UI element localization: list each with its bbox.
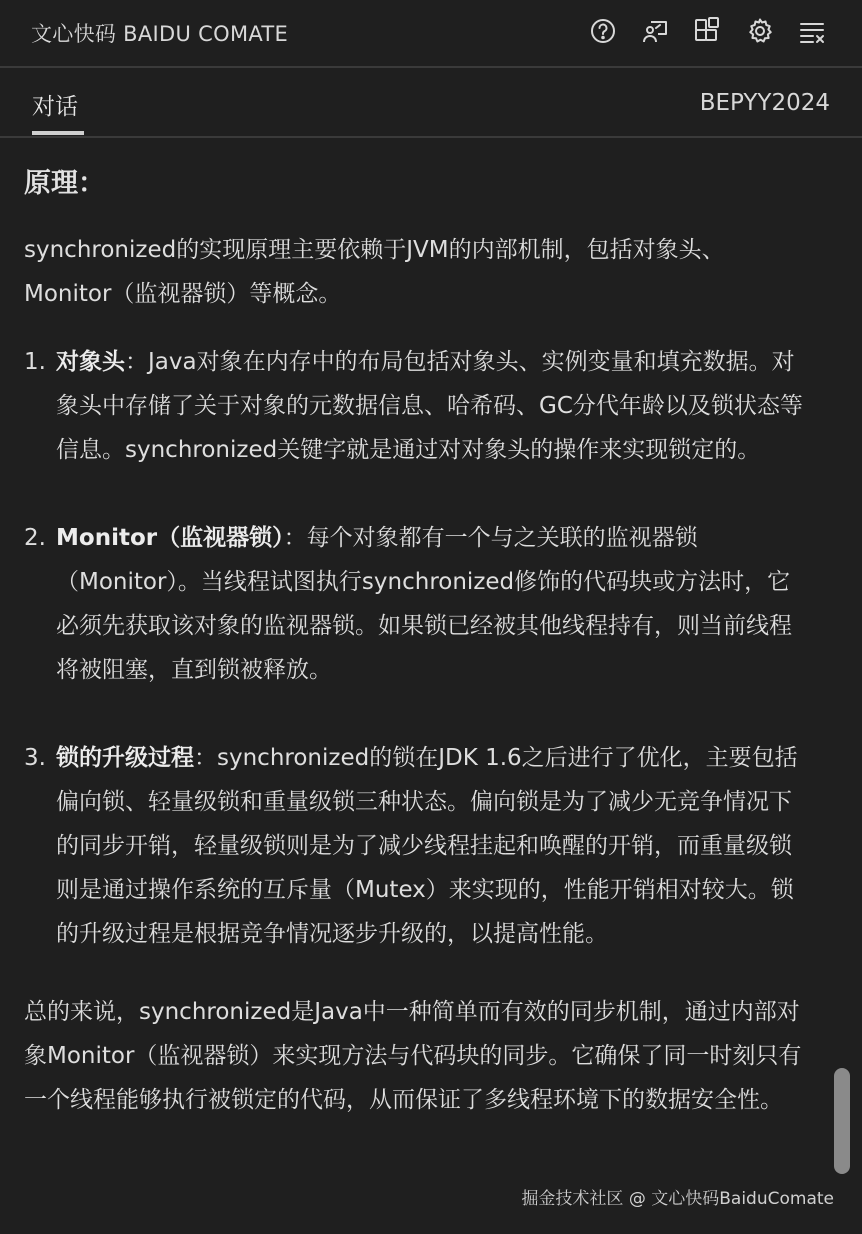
list-item-text: ：每个对象都有一个与之关联的监视器锁（Monitor）。当线程试图执行synchronized修饰的代码块或方法时，它必须先获取该对象的监视器锁。如果锁已经被其他线程持有，则当前线程将被阻塞，直到锁被释放。	[56, 525, 792, 683]
tab-bar	[0, 68, 862, 138]
menu-close-icon[interactable]	[796, 15, 828, 47]
list-item-text: ：Java对象在内存中的布局包括对象头、实例变量和填充数据。对象头中存储了关于对象的元数据信息、哈希码、GC分代年龄以及锁状态等信息。synchronized关键字就是通过对对象头的操作来实现锁定的。	[56, 349, 803, 463]
list-item-text: ：synchronized的锁在JDK 1.6之后进行了优化，主要包括偏向锁、轻量级锁和重量级锁三种状态。偏向锁是为了减少无竞争情况下的同步开销，轻量级锁则是为了减少线程挂起和唤醒的开销，而重量级锁则是通过操作系统的互斥量（Mutex）来实现的，性能开销相对较大。锁的升级过程是根据竞争情况逐步升级的，以提高性能。	[56, 745, 798, 947]
plugin-grid-icon[interactable]	[691, 15, 723, 47]
tab-chat[interactable]: 对话	[32, 94, 78, 120]
app-title: 文心快码 BAIDU COMATE	[31, 22, 289, 46]
chat-feedback-icon[interactable]	[639, 15, 671, 47]
list-item-title: 锁的升级过程	[56, 745, 194, 771]
list-number: 2.	[24, 525, 46, 551]
section-heading: 原理：	[24, 168, 105, 199]
principle-list	[24, 340, 804, 956]
list-number: 1.	[24, 349, 46, 375]
summary-paragraph: 总的来说，synchronized是Java中一种简单而有效的同步机制，通过内部对象Monitor（监视器锁）来实现方法与代码块的同步。它确保了同一时刻只有一个线程能够执行被锁定的代码，从而保证了多线程环境下的数据安全性。	[24, 999, 802, 1113]
scrollbar-thumb[interactable]	[834, 1068, 850, 1174]
list-item	[24, 340, 804, 472]
list-item-title: 对象头	[56, 349, 125, 375]
list-item-title: Monitor（监视器锁）	[56, 525, 284, 551]
help-icon[interactable]	[587, 15, 619, 47]
title-bar	[0, 0, 862, 68]
active-tab-indicator	[32, 131, 84, 135]
chat-response	[24, 150, 804, 1122]
intro-paragraph: synchronized的实现原理主要依赖于JVM的内部机制，包括对象头、Monitor（监视器锁）等概念。	[24, 237, 725, 307]
user-label: BEPYY2024	[699, 90, 830, 116]
settings-gear-icon[interactable]	[744, 15, 776, 47]
watermark: 掘金技术社区 @ 文心快码BaiduComate	[521, 1189, 834, 1209]
list-item	[24, 516, 804, 692]
list-number: 3.	[24, 745, 46, 771]
list-item	[24, 736, 804, 956]
